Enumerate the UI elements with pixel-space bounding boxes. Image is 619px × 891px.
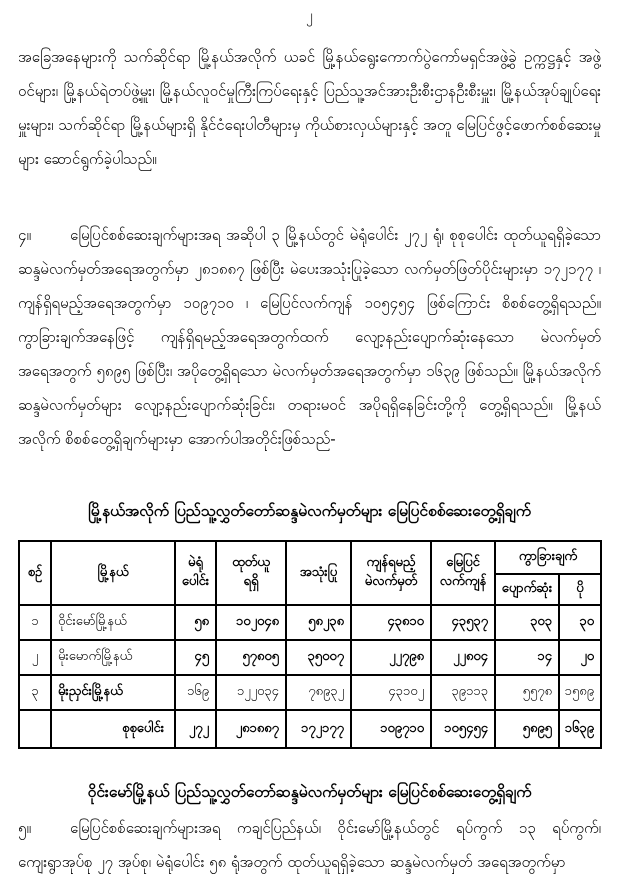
cell-total-label: စုစုပေါင်း — [51, 710, 175, 748]
col-header-ground-line1: မြေပြင် — [446, 555, 480, 571]
paragraph-4-number: ၄။ — [18, 226, 31, 244]
cell-township: မိုးမောက်မြို့နယ် — [51, 640, 175, 675]
col-header-extra: ပို — [559, 574, 601, 605]
cell-remaining: ၂၂၇၉၈ — [351, 640, 431, 675]
table-row-waingmaw — [19, 605, 601, 640]
paragraph-4-text: မြေပြင်စစ်ဆေးချက်များအရ အဆိုပါ ၃ မြို့နယ်တွင် မဲရုံပေါင်း ၂၇၂ ရုံ၊ စုစုပေါင်း ထုတ်ယူရရှိခဲ့သော ဆန္ဒမဲလက်မှတ်အရေအတွက်မှာ ၂၈၁၈၈၇ ဖြစ်ပြီး မဲပေးအသုံးပြုခဲ့သော လက်မှတ်ဖြတ်ပိုင်းများမှာ ၁၇၂၁၇၇ ၊ ကျန်ရှိရမည့်အရေအတွက်မှာ ၁၀၉၇၁၀ ၊ မြေပြင်လက်ကျန် ၁၀၅၄၅၄ ဖြစ်ကြောင်း စိစစ်တွေ့ရှိရသည်။ ကွာခြားချက်အနေဖြင့် ကျန်ရှိရမည့်အရေအတွက်ထက် လျော့နည်းပျောက်ဆုံးနေသော မဲလက်မှတ်အရေအတွက် ၅၈၉၅ ဖြစ်ပြီး၊ အပိုတွေ့ရှိရသော မဲလက်မှတ်အရေအတွက်မှာ ၁၆၃၉ ဖြစ်သည်။ မြို့နယ်အလိုက် ဆန္ဒမဲလက်မှတ်များ လျော့နည်းပျောက်ဆုံးခြင်း၊ တရားမဝင် အပိုရရှိနေခြင်းတို့ကို တွေ့ရှိရသည်။ မြို့နယ်အလိုက် စိစစ်တွေ့ရှိချက်များမှာ အောက်ပါအတိုင်းဖြစ်သည်- — [18, 226, 601, 448]
results-table — [18, 540, 602, 749]
col-header-received — [216, 541, 286, 605]
col-header-remaining — [351, 541, 431, 605]
cell-serial: ၂ — [19, 640, 51, 675]
cell-used: ၇၈၉၃၂ — [286, 675, 351, 710]
table-row-mohnyin — [19, 675, 601, 710]
col-header-lost: ပျောက်ဆုံး — [495, 574, 559, 605]
cell-lost-total: ၅၈၉၅ — [495, 710, 559, 748]
cell-used-total: ၁၇၂၁၇၇ — [286, 710, 351, 748]
col-header-difference: ကွာခြားချက် — [495, 541, 601, 574]
cell-township: ဝိုင်းမော်မြို့နယ် — [51, 605, 175, 640]
cell-remaining-total: ၁၀၉၇၁၀ — [351, 710, 431, 748]
cell-extra-total: ၁၆၃၉ — [559, 710, 601, 748]
cell-stations: ၄၅ — [175, 640, 216, 675]
cell-remaining: ၄၃၁၀၂ — [351, 675, 431, 710]
cell-received: ၅၇၈၀၅ — [216, 640, 286, 675]
cell-received: ၁၂၂၀၃၄ — [216, 675, 286, 710]
cell-stations-total: ၂၇၂ — [175, 710, 216, 748]
col-header-township: မြို့နယ် — [51, 541, 175, 605]
cell-serial: ၁ — [19, 605, 51, 640]
table-row-total — [19, 710, 601, 748]
cell-extra: ၂၀ — [559, 640, 601, 675]
col-header-stations — [175, 541, 216, 605]
cell-extra: ၁၅၈၉ — [559, 675, 601, 710]
cell-received: ၁၀၂၀၄၈ — [216, 605, 286, 640]
cell-received-total: ၂၈၁၈၈၇ — [216, 710, 286, 748]
cell-ground-balance: ၄၃၅၃၇ — [431, 605, 495, 640]
cell-used: ၅၈၂၃၈ — [286, 605, 351, 640]
table-row-momauk — [19, 640, 601, 675]
paragraph-5-text: မြေပြင်စစ်ဆေးချက်များအရ ကချင်ပြည်နယ်၊ ဝိုင်းမော်မြို့နယ်တွင် ရပ်ကွက် ၁၃ ရပ်ကွက်၊ ကျေးရွာအုပ်စု ၂၇ အုပ်စု၊ မဲရုံပေါင်း ၅၈ ရုံအတွက် ထုတ်ယူရရှိခဲ့သော ဆန္ဒမဲလက်မှတ် အရေအတွက်မှာ — [18, 819, 601, 871]
cell-remaining: ၄၃၈၁၀ — [351, 605, 431, 640]
col-header-serial: စဉ် — [19, 541, 51, 605]
table-title: မြို့နယ်အလိုက် ပြည်သူ့လွှတ်တော်ဆန္ဒမဲလက်မှတ်များ မြေပြင်စစ်ဆေးတွေ့ရှိချက် — [88, 502, 531, 520]
cell-lost: ၁၄ — [495, 640, 559, 675]
cell-lost: ၃၀၃ — [495, 605, 559, 640]
results-table-wrapper — [18, 540, 619, 749]
col-header-ground-balance — [431, 541, 495, 605]
cell-ground-balance: ၂၂၈၀၄ — [431, 640, 495, 675]
col-header-remaining-line2: မဲလက်မှတ် — [364, 574, 418, 589]
col-header-received-line2: ရရှိ — [243, 574, 259, 589]
col-header-ground-line2: လက်ကျန် — [439, 574, 487, 589]
waingmaw-section-title: ဝိုင်းမော်မြို့နယ် ပြည်သူ့လွှတ်တော်ဆန္ဒမဲလက်မှတ်များ မြေပြင်စစ်ဆေးတွေ့ရှိချက် — [87, 783, 532, 801]
cell-extra: ၃၀ — [559, 605, 601, 640]
paragraph-continuation: အခြေအနေများကို သက်ဆိုင်ရာ မြို့နယ်အလိုက် ယခင် မြို့နယ်ရွေးကောက်ပွဲကော်မရှင်အဖွဲ့ခွဲ ဥက္ကဋ္ဌနှင့် အဖွဲ့ဝင်များ၊ မြို့နယ်ရဲတပ်ဖွဲ့မှူး၊ မြို့နယ်လူဝင်မှုကြီးကြပ်ရေးနှင့် ပြည်သူ့အင်အားဦးစီးဌာနဦးစီးမှူး၊ မြို့နယ်အုပ်ချုပ်ရေးမှူးများ၊ သက်ဆိုင်ရာ မြို့နယ်များရှိ နိုင်ငံရေးပါတီများမှ ကိုယ်စားလှယ်များနှင့် အတူ မြေပြင်ဖွင့်ဖောက်စစ်ဆေးမှုများ ဆောင်ရွက်ခဲ့ပါသည်။ — [18, 48, 601, 168]
cell-ground-balance-total: ၁၀၅၄၅၄ — [431, 710, 495, 748]
col-header-received-line1: ထုတ်ယူ — [232, 555, 270, 571]
paragraph-5 — [18, 811, 601, 891]
col-header-used: အသုံးပြု — [286, 541, 351, 605]
cell-used: ၃၅၀၀၇ — [286, 640, 351, 675]
cell-ground-balance: ၃၉၁၁၃ — [431, 675, 495, 710]
cell-serial: ၃ — [19, 675, 51, 710]
paragraph-5-number: ၅။ — [18, 819, 31, 837]
page-number: ၂ — [306, 8, 313, 24]
cell-township: မိုးညှင်းမြို့နယ် — [51, 675, 175, 710]
cell-stations: ၁၆၉ — [175, 675, 216, 710]
col-header-stations-line2: ပေါင်း — [181, 574, 210, 589]
cell-serial-empty — [19, 710, 51, 748]
cell-stations: ၅၈ — [175, 605, 216, 640]
cell-lost: ၅၅၇၈ — [495, 675, 559, 710]
col-header-stations-line1: မဲရုံ — [188, 555, 203, 571]
col-header-remaining-line1: ကျန်ရမည့် — [366, 555, 416, 571]
paragraph-4 — [18, 218, 601, 486]
